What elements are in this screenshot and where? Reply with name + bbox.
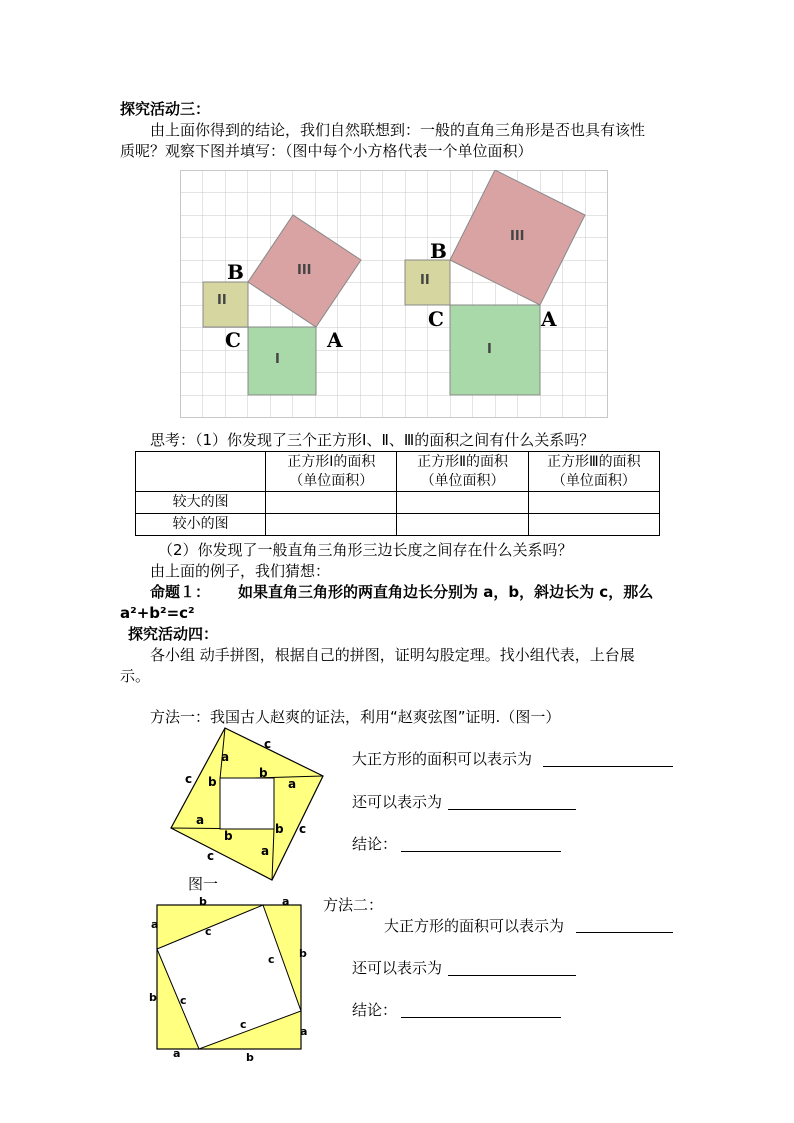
label-square-two-small: II [217,293,227,308]
label-b: b [208,775,217,789]
method1-area1-blank[interactable] [543,766,673,767]
label-c: c [299,822,307,836]
label-c: c [180,994,187,1007]
guess-text: 由上面的例子，我们猜想： [150,562,331,580]
think-question-2: （2）你发现了一般直角三角形三边长度之间存在什么关系吗？ [158,541,573,559]
method2-title: 方法二： [323,896,384,914]
label-a: a [196,813,205,827]
vertex-c-small: C [225,328,241,352]
method1-area1-label: 大正方形的面积可以表示为 [352,750,533,768]
activity3-heading: 探究活动三： [120,100,211,118]
vertex-b-large: B [430,239,447,263]
label-a: a [151,918,159,931]
label-b: b [259,766,268,780]
activity4-line2: 示。 [120,667,151,685]
answer-cell[interactable] [266,514,397,536]
label-c: c [264,737,272,751]
table-corner-cell [136,452,266,492]
label-b: b [299,947,307,960]
method2-area2-blank[interactable] [448,975,576,976]
method2-conclusion-label: 结论： [352,1001,398,1019]
square-grid-figure [180,170,610,418]
method1-area2-blank[interactable] [448,809,576,810]
proposition-formula: a²+b²=c² [120,604,195,622]
label-b: b [149,991,157,1004]
label-c: c [205,925,212,938]
label-c: c [268,953,275,966]
method1-area2-label: 还可以表示为 [352,793,443,811]
table-row [136,492,660,514]
square-one-small [248,327,316,395]
label-square-one-small: I [275,352,280,367]
label-b: b [275,822,284,836]
label-a: a [221,750,230,764]
answer-cell[interactable] [397,514,528,536]
method2-area1-blank[interactable] [576,932,673,933]
think-question-1: 思考：（1）你发现了三个正方形Ⅰ、Ⅱ、Ⅲ的面积之间有什么关系吗？ [150,431,595,449]
label-b: b [199,895,207,908]
label-square-three-large: III [510,229,525,244]
activity3-intro-line1: 由上面你得到的结论，我们自然联想到：一般的直角三角形是否也具有该性 [150,121,646,139]
label-a: a [288,777,297,791]
zhao-shuang-diagram [168,726,328,882]
method2-area1-label: 大正方形的面积可以表示为 [384,917,565,935]
row-label-larger: 较大的图 [136,492,266,514]
activity4-line1: 各小组 动手拼图，根据自己的拼图，证明勾股定理。找小组代表，上台展 [150,646,635,664]
table-row [136,514,660,536]
method2-conclusion-blank[interactable] [401,1017,561,1018]
label-a: a [173,1047,181,1060]
label-a: a [300,1025,308,1038]
proposition-text: 如果直角三角形的两直角边长分别为 a，b，斜边长为 c，那么 [238,583,654,601]
method1-title: 方法一：我国古人赵爽的证法，利用“赵爽弦图”证明.（图一） [150,708,561,726]
label-c: c [240,1018,247,1031]
method2-area2-label: 还可以表示为 [352,959,443,977]
vertex-c-large: C [428,307,444,331]
method-two-diagram [155,903,308,1053]
table-header-square-three: 正方形Ⅲ的面积 （单位面积） [528,452,659,492]
label-square-one-large: I [487,342,492,357]
square-one-large [450,305,540,395]
answer-cell[interactable] [397,492,528,514]
activity3-intro-line2: 质呢？观察下图并填写：（图中每个小方格代表一个单位面积） [120,142,533,160]
figure-one-caption: 图一 [188,875,219,893]
answer-cell[interactable] [528,492,659,514]
activity4-heading: 探究活动四： [128,625,219,643]
table-header-square-two: 正方形Ⅱ的面积 （单位面积） [397,452,528,492]
vertex-b-small: B [227,260,244,284]
answer-cell[interactable] [528,514,659,536]
vertex-a-small: A [327,328,343,352]
inner-square [220,778,274,829]
label-square-two-large: II [420,273,430,288]
label-square-three-small: III [297,263,312,278]
row-label-smaller: 较小的图 [136,514,266,536]
label-c: c [185,772,193,786]
label-b: b [246,1051,254,1064]
label-a: a [282,895,290,908]
label-a: a [261,844,270,858]
method1-conclusion-label: 结论： [352,835,398,853]
label-b: b [224,829,233,843]
table-header-square-one: 正方形Ⅰ的面积 （单位面积） [266,452,397,492]
label-c: c [207,849,215,863]
method1-conclusion-blank[interactable] [401,851,561,852]
vertex-a-large: A [541,307,557,331]
proposition-label: 命题１： [150,583,211,601]
area-table [135,451,660,536]
answer-cell[interactable] [266,492,397,514]
